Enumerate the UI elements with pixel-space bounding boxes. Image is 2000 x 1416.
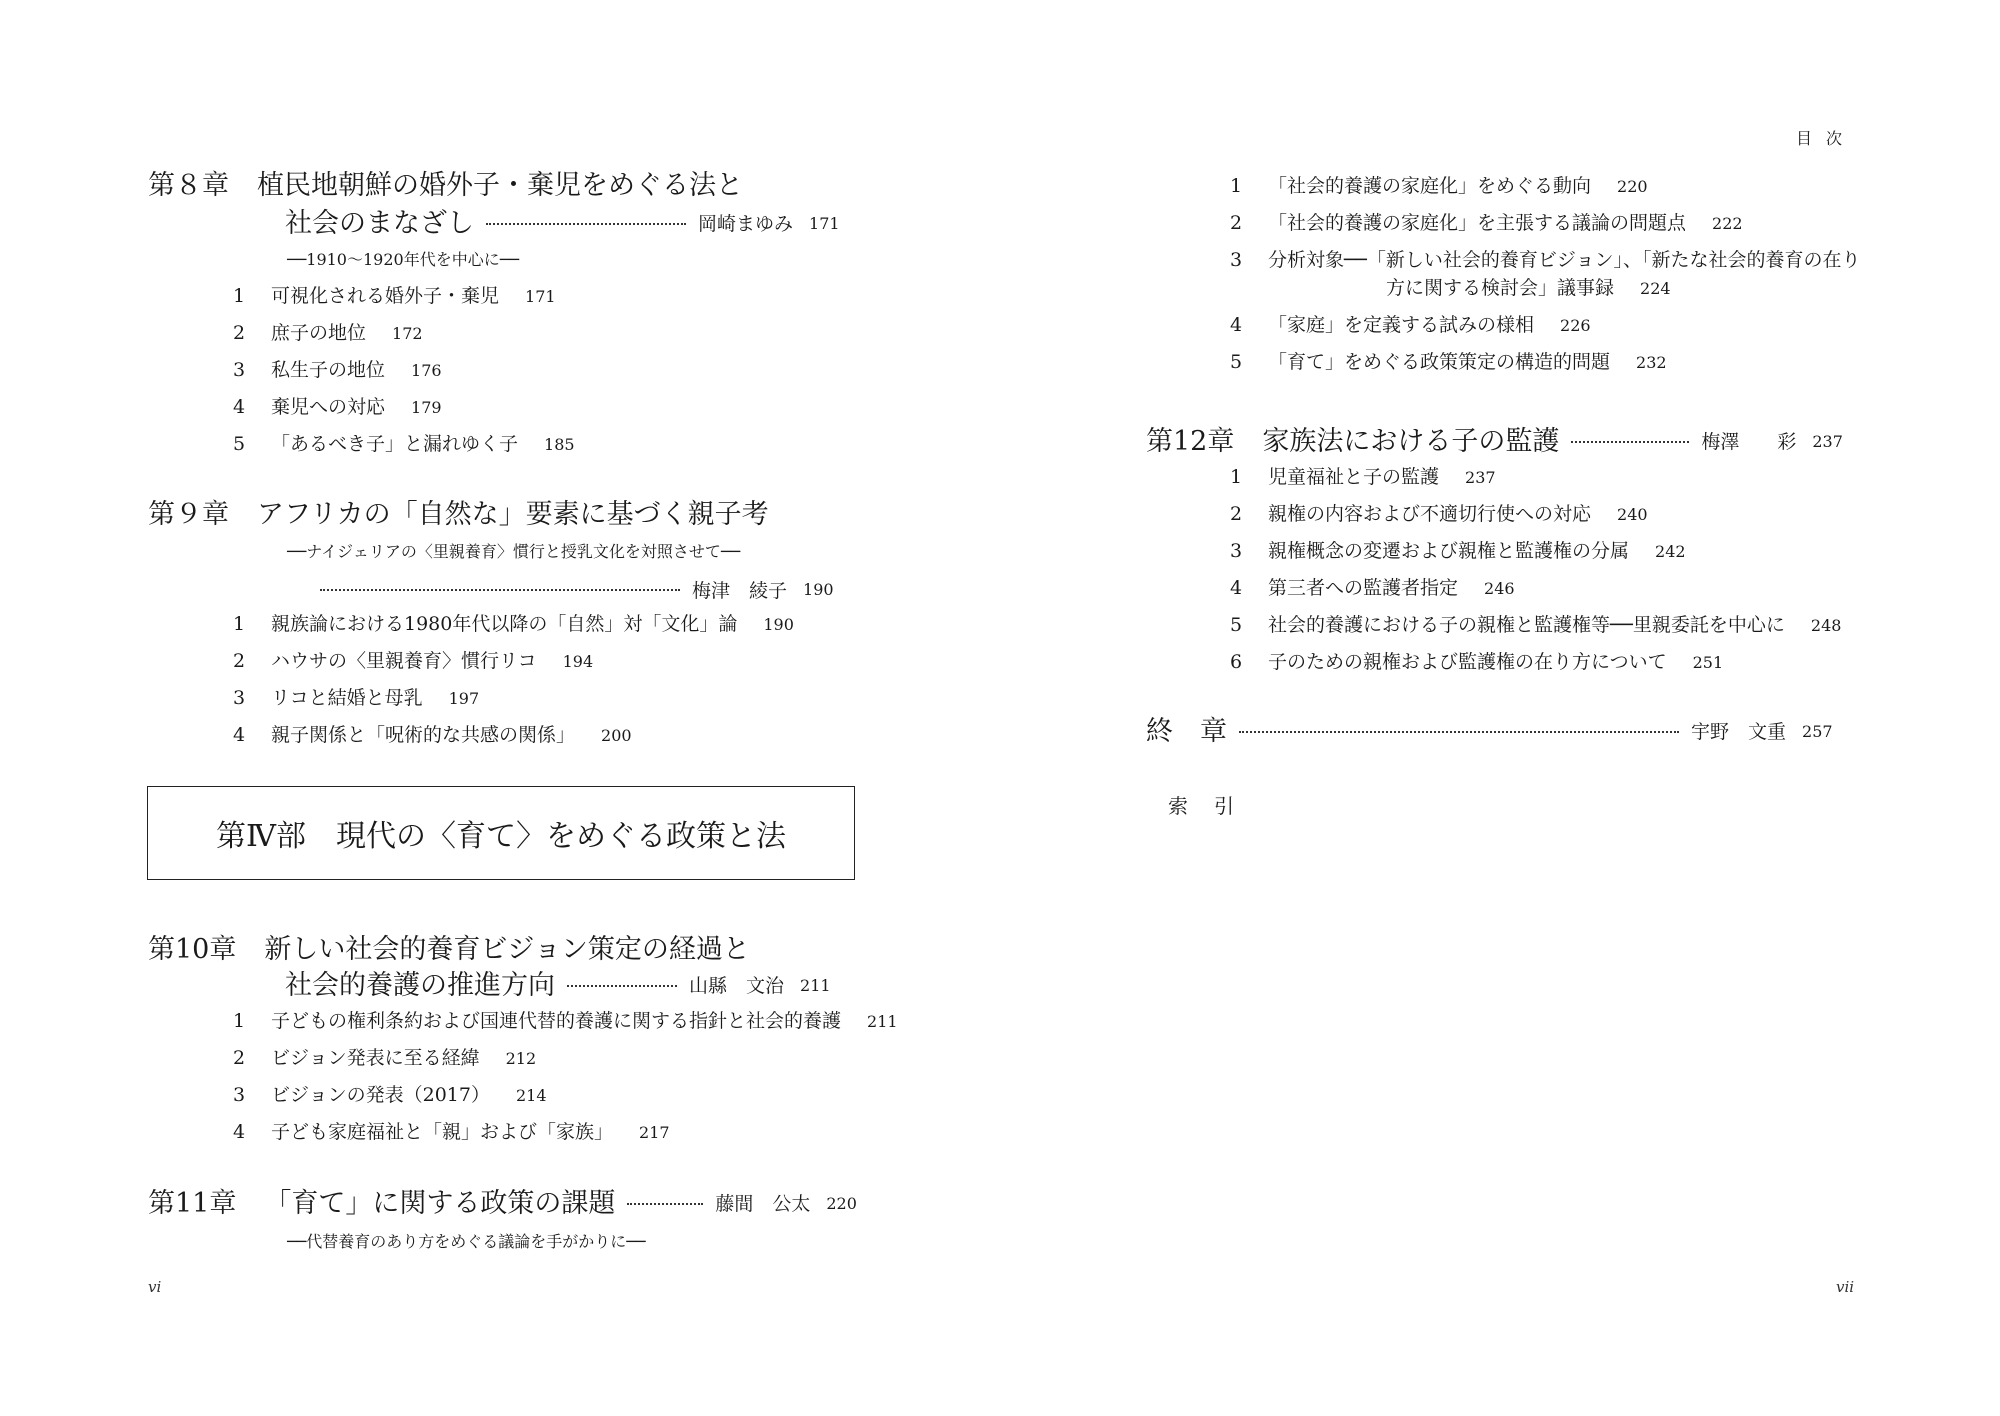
final-chapter-heading: [1146, 714, 1833, 750]
ch8-section: 4 棄児への対応 179: [233, 396, 442, 418]
running-head: 目次: [1796, 129, 1857, 148]
ch10-author: 山縣 文治: [689, 975, 785, 997]
ch10-page: 211: [800, 976, 831, 995]
leader-dots: [1239, 731, 1679, 733]
ch8-page: 171: [809, 214, 840, 233]
ch12-author: 梅澤 彩: [1701, 431, 1797, 453]
ch11-section: 5 「育て」をめぐる政策策定の構造的問題 232: [1230, 351, 1667, 373]
leader-dots: [486, 223, 686, 225]
ch11-subtitle: ──代替養育のあり方をめぐる議論を手がかりに──: [287, 1232, 646, 1251]
ch9-author-line: [320, 576, 834, 603]
ch10-title-line1: 新しい社会的養育ビジョン策定の経過と: [264, 934, 750, 965]
ch9-section: 3 リコと結婚と母乳 197: [233, 687, 480, 709]
ch9-section: 2 ハウサの〈里親養育〉慣行リコ 194: [233, 650, 594, 672]
leader-dots: [567, 985, 677, 987]
leader-dots: [627, 1203, 703, 1205]
part4-title: 第Ⅳ部 現代の〈育て〉をめぐる政策と法: [216, 819, 786, 854]
ch9-section-list: [233, 610, 794, 758]
ch8-section: 2 庶子の地位 172: [233, 322, 423, 344]
ch9-label: 第９章: [148, 499, 229, 530]
final-author: 宇野 文重: [1691, 721, 1787, 743]
ch11-author: 藤間 公太: [715, 1193, 811, 1215]
ch10-section: 2 ビジョン発表に至る経緯 212: [233, 1047, 537, 1069]
ch9-heading: [148, 497, 769, 533]
ch8-label: 第８章: [148, 170, 229, 201]
ch12-section: 1 児童福祉と子の監護 237: [1230, 466, 1496, 488]
ch12-page: 237: [1812, 432, 1843, 451]
ch11-section-cont: 方に関する検討会」議事録 224: [1386, 277, 1671, 299]
ch11-section: 2 「社会的養護の家庭化」を主張する議論の問題点 222: [1230, 212, 1743, 234]
ch10-title-line2: 社会的養護の推進方向: [285, 970, 555, 1001]
leader-dots: [1571, 441, 1689, 443]
ch12-section: 2 親権の内容および不適切行使への対応 240: [1230, 503, 1648, 525]
ch8-subtitle: ──1910～1920年代を中心に──: [287, 250, 519, 269]
ch11-heading: [148, 1186, 857, 1222]
folio-left: vi: [148, 1278, 162, 1296]
ch12-heading: [1146, 424, 1843, 460]
leader-dots: [320, 589, 680, 591]
ch8-author: 岡崎まゆみ: [698, 213, 794, 235]
ch12-section: 3 親権概念の変遷および親権と監護権の分属 242: [1230, 540, 1686, 562]
ch8-section: 3 私生子の地位 176: [233, 359, 442, 381]
index-label: 索引: [1168, 794, 1260, 818]
ch12-section: 4 第三者への監護者指定 246: [1230, 577, 1515, 599]
ch11-section: 3 分析対象──「新しい社会的養育ビジョン」、「新たな社会的養育の在り: [1230, 249, 1861, 271]
ch8-title-line2: 社会のまなざし: [285, 208, 474, 239]
ch10-label: 第10章: [148, 934, 237, 965]
ch10-section: 1 子どもの権利条約および国連代替的養護に関する指針と社会的養護 211: [233, 1010, 898, 1032]
ch9-section: 1 親族論における1980年代以降の「自然」対「文化」論 190: [233, 613, 794, 635]
folio-right: vii: [1836, 1278, 1855, 1296]
final-label: 終 章: [1146, 716, 1227, 747]
ch9-subtitle: ──ナイジェリアの〈里親養育〉慣行と授乳文化を対照させて──: [287, 542, 741, 561]
ch10-heading: [148, 932, 750, 968]
ch12-section: 6 子のための親権および監護権の在り方について 251: [1230, 651, 1724, 673]
ch10-section: 3 ビジョンの発表（2017） 214: [233, 1084, 547, 1106]
ch8-section-list: [233, 282, 575, 467]
right-page: [1000, 0, 2000, 1416]
ch12-section-list: [1230, 463, 1841, 685]
ch12-section: 5 社会的養護における子の親権と監護権等──里親委託を中心に 248: [1230, 614, 1842, 636]
ch9-title: アフリカの「自然な」要素に基づく親子考: [257, 499, 769, 530]
ch11-section: 4 「家庭」を定義する試みの様相 226: [1230, 314, 1591, 336]
ch11-page: 220: [826, 1194, 857, 1213]
ch8-title-line1: 植民地朝鮮の婚外子・棄児をめぐる法と: [257, 170, 743, 201]
ch11-title: 「育て」に関する政策の課題: [264, 1188, 616, 1219]
final-page: 257: [1802, 722, 1833, 741]
ch9-page: 190: [803, 580, 834, 599]
ch11-label: 第11章: [148, 1188, 237, 1219]
ch11-section-list: [1230, 172, 1861, 385]
ch9-author: 梅津 綾子: [692, 580, 788, 602]
ch10-section: 4 子ども家庭福祉と「親」および「家族」 217: [233, 1121, 670, 1143]
ch12-label: 第12章: [1146, 426, 1235, 457]
part4-box: [147, 786, 855, 880]
ch9-section: 4 親子関係と「呪術的な共感の関係」 200: [233, 724, 632, 746]
ch8-section: 1 可視化される婚外子・棄児 171: [233, 285, 556, 307]
ch11-section: 1 「社会的養護の家庭化」をめぐる動向 220: [1230, 175, 1648, 197]
ch12-title: 家族法における子の監護: [1262, 426, 1560, 457]
ch10-heading-line2: [285, 968, 831, 1004]
ch10-section-list: [233, 1007, 898, 1155]
ch8-section: 5 「あるべき子」と漏れゆく子 185: [233, 433, 575, 455]
ch8-heading: [148, 168, 743, 204]
ch8-heading-line2: [285, 206, 840, 242]
